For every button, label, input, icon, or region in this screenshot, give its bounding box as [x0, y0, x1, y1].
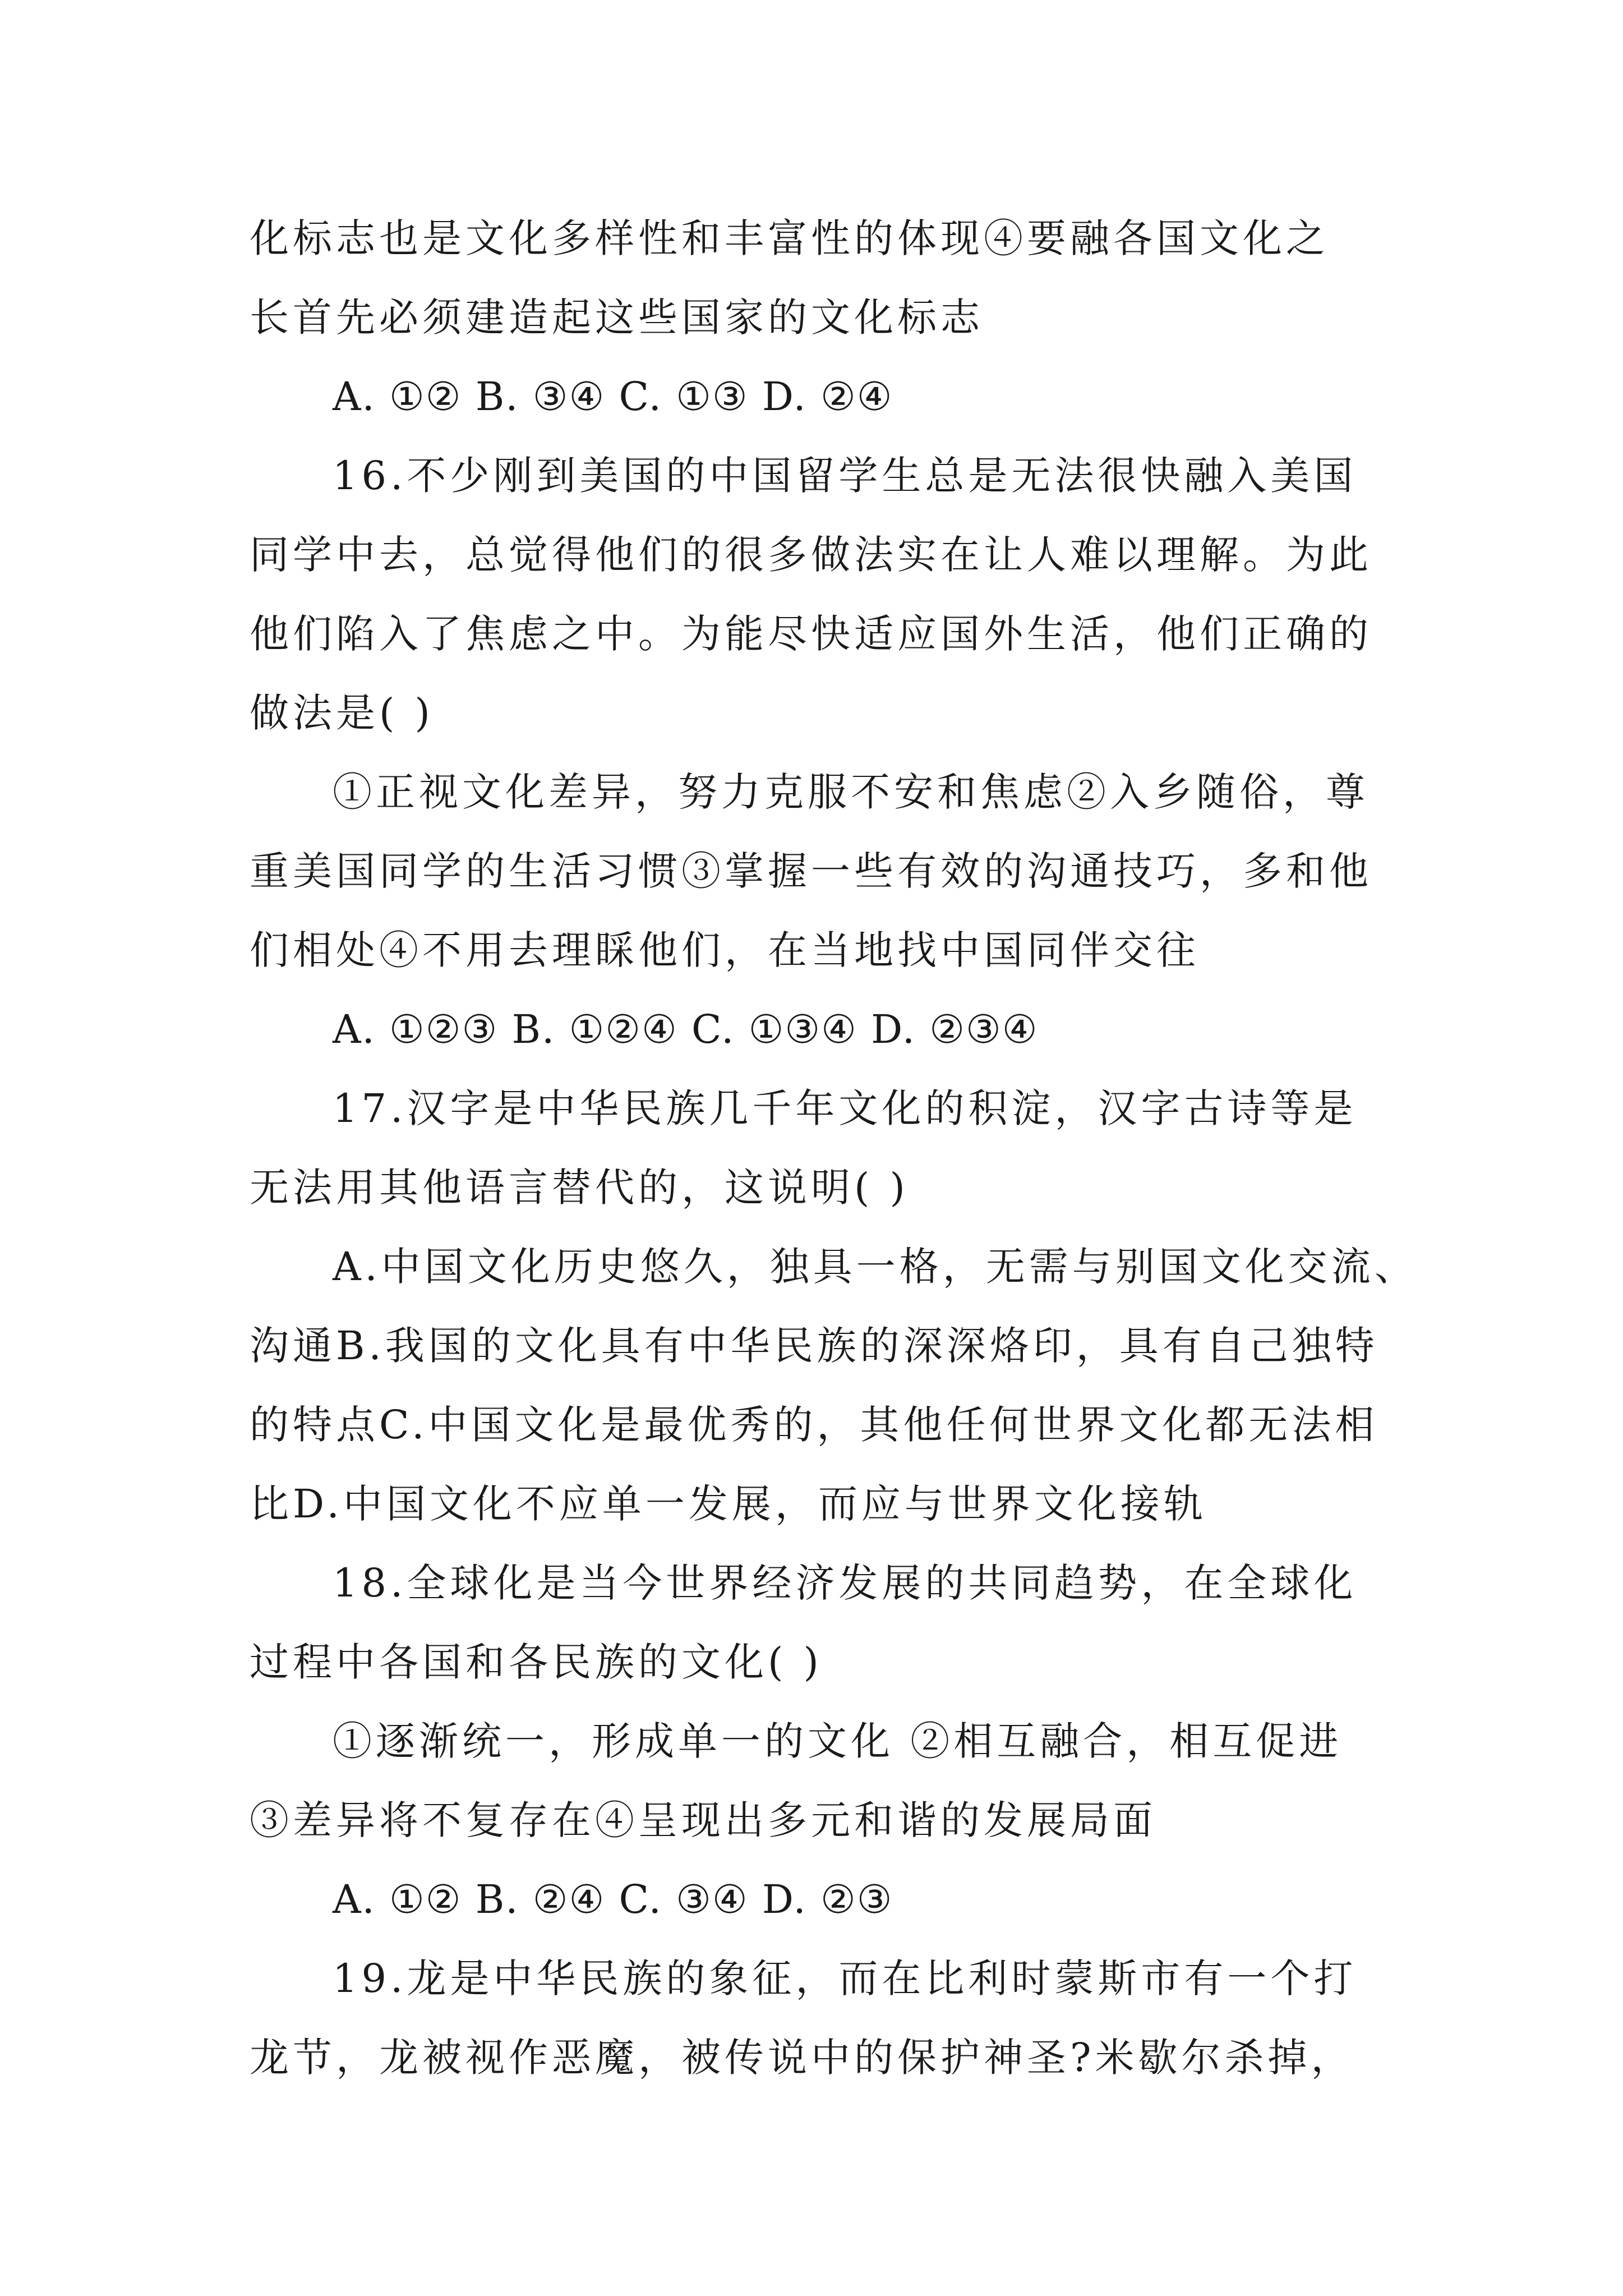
text-line: 的特点C.中国文化是最优秀的，其他任何世界文化都无法相: [250, 1402, 1378, 1448]
text-line: 化标志也是文化多样性和丰富性的体现④要融各国文化之: [250, 215, 1329, 261]
answer-options-q15: A. ①② B. ③④ C. ①③ D. ②④: [333, 374, 893, 420]
question-18-statements: ①逐渐统一，形成单一的文化 ②相互融合，相互促进: [333, 1718, 1343, 1764]
answer-options-q18: A. ①② B. ②④ C. ③④ D. ②③: [333, 1876, 893, 1922]
text-line: 无法用其他语言替代的，这说明( ): [250, 1165, 909, 1211]
question-19-stem: 19.龙是中华民族的象征，而在比利时蒙斯市有一个打: [333, 1955, 1357, 2001]
text-line: 重美国同学的生活习惯③掌握一些有效的沟通技巧，多和他: [250, 848, 1372, 894]
answer-options-q16: A. ①②③ B. ①②④ C. ①③④ D. ②③④: [333, 1006, 1039, 1052]
question-17-stem: 17.汉字是中华民族几千年文化的积淀，汉字古诗等是: [333, 1085, 1357, 1131]
question-16-stem: 16.不少刚到美国的中国留学生总是无法很快融入美国: [333, 453, 1357, 499]
text-line: ③差异将不复存在④呈现出多元和谐的发展局面: [250, 1797, 1156, 1843]
text-line: 长首先必须建造起这些国家的文化标志: [250, 295, 984, 341]
text-line: 过程中各国和各民族的文化( ): [250, 1639, 823, 1685]
text-line: 龙节，龙被视作恶魔，被传说中的保护神圣?米歇尔杀掉，: [250, 2035, 1354, 2081]
text-line: 比D.中国文化不应单一发展，而应与世界文化接轨: [250, 1481, 1207, 1527]
document-page: [250, 199, 1418, 2097]
text-line: 同学中去，总觉得他们的很多做法实在让人难以理解。为此: [250, 532, 1372, 578]
text-line: 沟通B.我国的文化具有中华民族的深深烙印，具有自己独特: [250, 1323, 1378, 1369]
answer-options-q17: A.中国文化历史悠久，独具一格，无需与别国文化交流、: [333, 1244, 1418, 1290]
text-line: 们相处④不用去理睬他们，在当地找中国同伴交往: [250, 927, 1200, 973]
text-line: 他们陷入了焦虑之中。为能尽快适应国外生活，他们正确的: [250, 611, 1372, 657]
question-18-stem: 18.全球化是当今世界经济发展的共同趋势，在全球化: [333, 1560, 1357, 1606]
question-16-statements: ①正视文化差异，努力克服不安和焦虑②入乡随俗，尊: [333, 769, 1369, 815]
text-line: 做法是( ): [250, 690, 434, 736]
